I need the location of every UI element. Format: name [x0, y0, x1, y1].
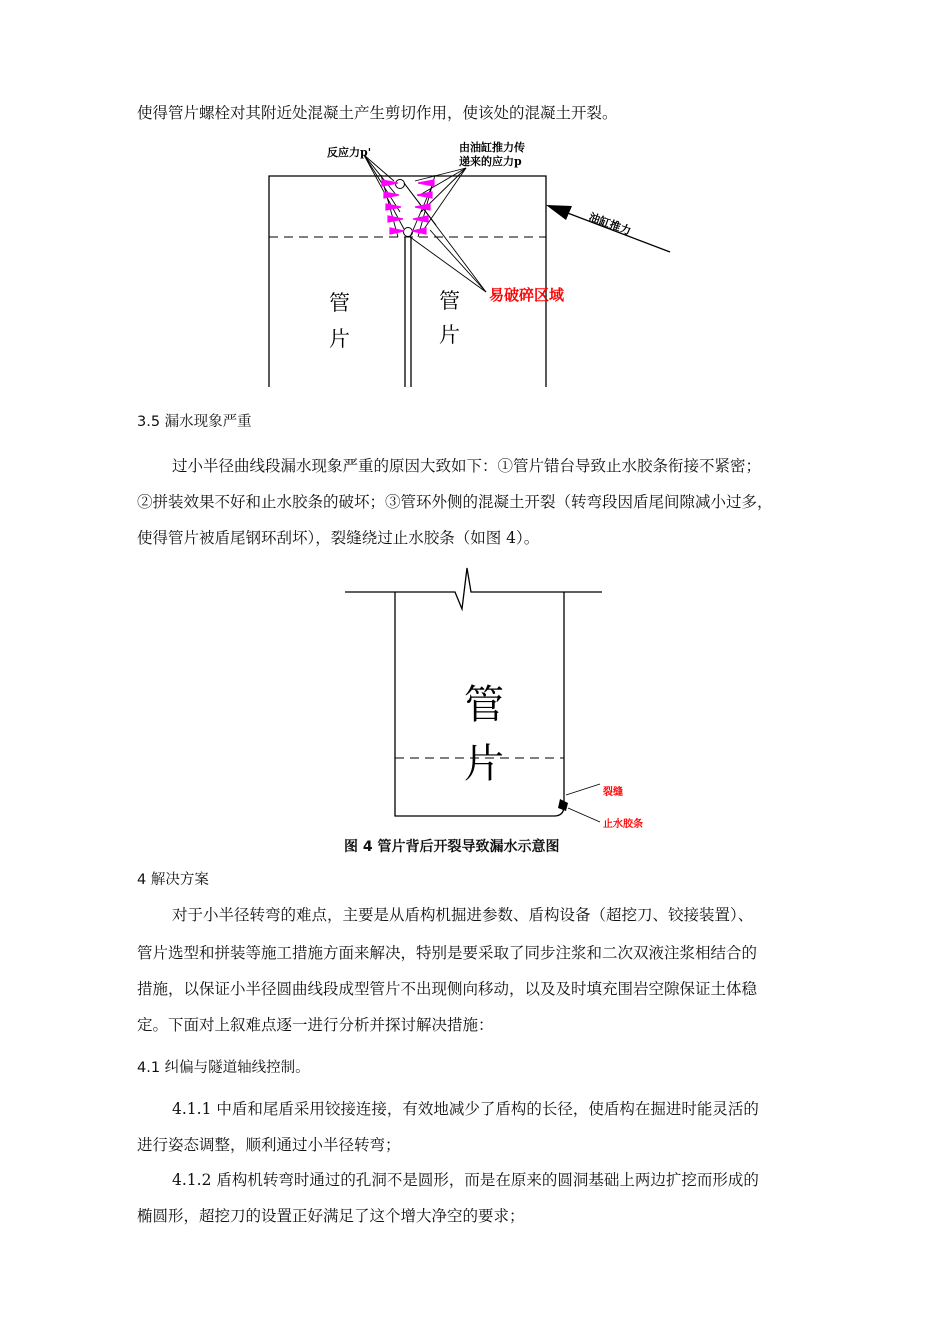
figure-caption: 图 4 管片背后开裂导致漏水示意图	[344, 839, 560, 855]
segment-char1: 管	[464, 682, 504, 728]
segment-char2: 片	[464, 741, 504, 787]
body-text-line: 4.1.2 盾构机转弯时通过的孔洞不是圆形，而是在原来的圆洞基础上两边扩挖而形成的	[172, 1171, 759, 1189]
body-text-line: 椭圆形，超挖刀的设置正好满足了这个增大净空的要求；	[137, 1207, 525, 1225]
body-text-line: 使得管片被盾尾钢环刮坏），裂缝绕过止水胶条（如图 4）。	[137, 529, 540, 547]
leak-diagram	[0, 560, 950, 860]
body-text-line: ②拼装效果不好和止水胶条的破坏；③管环外侧的混凝土开裂（转弯段因盾尾间隙减小过多，	[137, 493, 773, 511]
body-text-line: 管片选型和拼装等施工措施方面来解决，特别是要采取了同步注浆和二次双液注浆相结合的	[137, 944, 758, 962]
body-text-line: 过小半径曲线段漏水现象严重的原因大致如下：①管片错台导致止水胶条衔接不紧密；	[172, 457, 762, 475]
left-segment-char2: 片	[329, 327, 350, 351]
label-cylinder-stress-line1: 由油缸推力传	[459, 141, 525, 154]
body-text-line: 对于小半径转弯的难点，主要是从盾构机掘进参数、盾构设备（超挖刀、铰接装置）、	[172, 906, 754, 924]
label-reaction-force: 反应力p'	[327, 146, 372, 159]
right-segment-char1: 管	[439, 289, 460, 313]
body-text-line: 4.1.1 中盾和尾盾采用铰接连接，有效地减少了盾构的长径，使盾构在掘进时能灵活的	[172, 1100, 759, 1118]
section-heading: 4 解决方案	[137, 872, 209, 888]
section-heading: 3.5 漏水现象严重	[137, 414, 252, 430]
label-waterstop: 止水胶条	[603, 819, 643, 830]
segment-outline	[269, 176, 546, 387]
body-text-line: 进行姿态调整，顺利通过小半径转弯；	[137, 1136, 401, 1154]
label-fragile-zone: 易破碎区域	[489, 286, 565, 304]
section-heading: 4.1 纠偏与隧道轴线控制。	[137, 1060, 310, 1076]
right-segment-char2: 片	[439, 323, 460, 347]
segment-crack-diagram	[0, 0, 950, 400]
left-segment-char1: 管	[329, 291, 350, 315]
label-crack: 裂缝	[603, 787, 623, 798]
body-text-line: 使得管片螺栓对其附近处混凝土产生剪切作用，使该处的混凝土开裂。	[137, 104, 618, 122]
label-cylinder-stress-line2: 递来的应力p	[459, 155, 522, 168]
waterstop-strip	[558, 799, 568, 811]
label-cylinder-thrust: 油缸推力	[586, 210, 633, 238]
body-text-line: 定。下面对上叙难点逐一进行分析并探讨解决措施：	[137, 1016, 494, 1034]
thrust-arrowhead	[546, 205, 572, 220]
body-text-line: 措施，以保证小半径圆曲线段成型管片不出现侧向移动，以及及时填充围岩空隙保证土体稳	[137, 980, 758, 998]
